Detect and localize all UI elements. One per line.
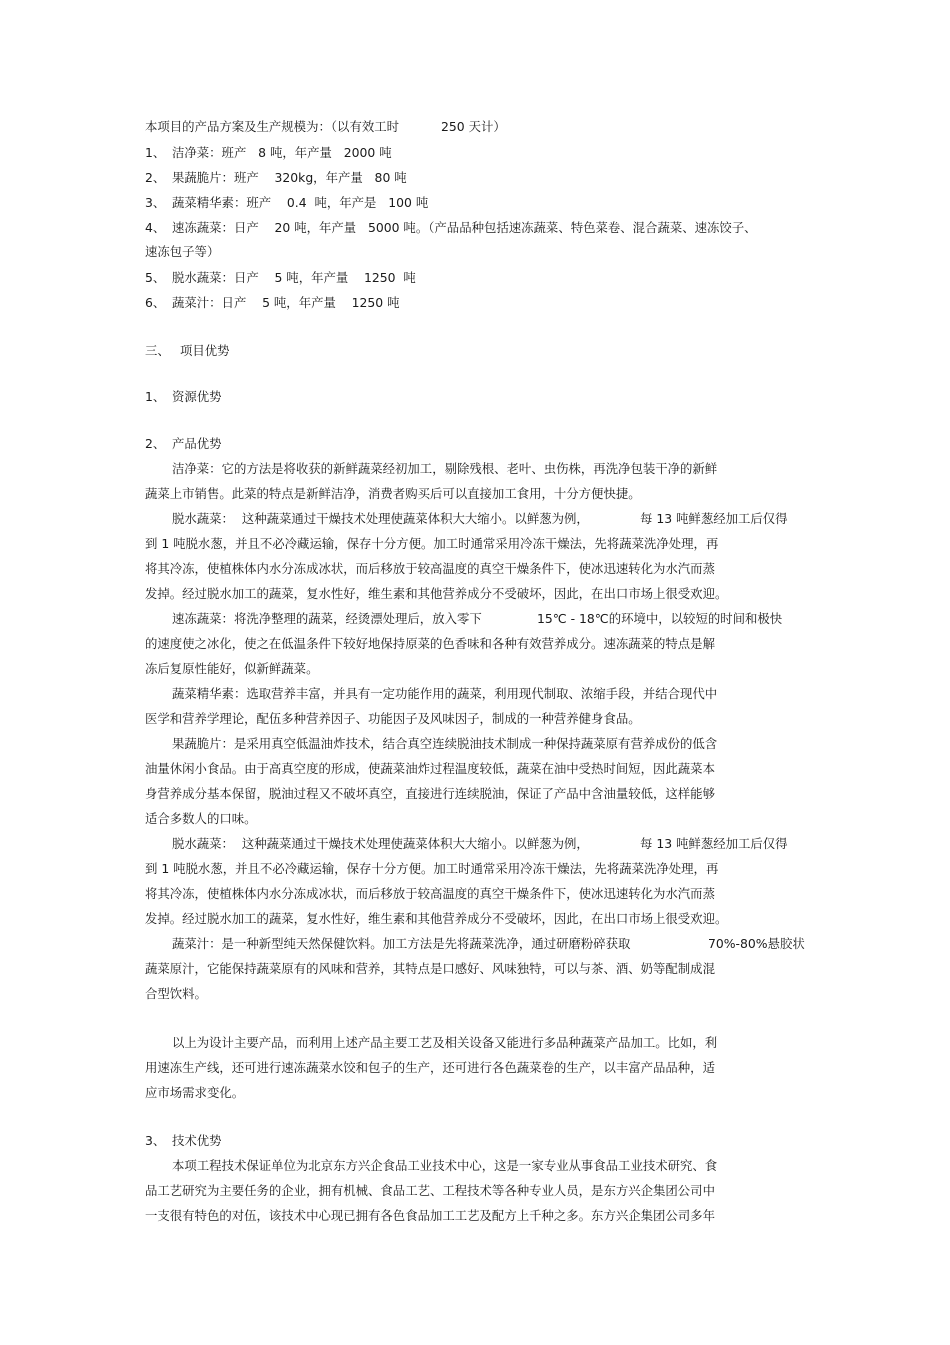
para-line: 蔬菜汁：是一种新型纯天然保健饮料。加工方法是先将蔬菜洗净，通过研磨粉碎获取	[172, 936, 631, 951]
para-line: 蔬菜上市销售。此菜的特点是新鲜洁净，消费者购买后可以直接加工食用，十分方便快捷。	[145, 486, 641, 501]
para-line: 到 1 吨脱水葱，并且不必冷藏运输，保存十分方便。加工时通常采用冷冻干燥法，先将蔬菜洗净处理，再	[145, 861, 719, 876]
intro-text: 本项目的产品方案及生产规模为：（以有效工时	[145, 119, 400, 134]
tech-line: 品工艺研究为主要任务的企业，拥有机械、食品工艺、工程技术等各种专业人员，是东方兴企集团公司中	[145, 1183, 715, 1198]
tech-line: 本项工程技术保证单位为北京东方兴企食品工业技术中心，这是一家专业从事食品工业技术研究、食	[172, 1158, 718, 1173]
advantage-2-number: 2、	[145, 436, 166, 451]
product-5-number: 5、	[145, 270, 166, 285]
product-5-text: 脱水蔬菜：日产 5 吨，年产量 1250 吨	[172, 270, 416, 285]
para-line: 蔬菜原汁，它能保持蔬菜原有的风味和营养，其特点是口感好、风味独特，可以与茶、酒、奶等配制成混	[145, 961, 715, 976]
product-1-number: 1、	[145, 145, 166, 160]
advantage-1-number: 1、	[145, 389, 166, 404]
para-line: 身营养成分基本保留，脱油过程又不破坏真空，直接进行连续脱油，保证了产品中含油量较低，这样能够	[145, 786, 715, 801]
intro-days: 250 天计）	[441, 119, 506, 134]
product-3-text: 蔬菜精华素：班产 0.4 吨，年产是 100 吨	[172, 195, 429, 210]
advantage-3-number: 3、	[145, 1133, 166, 1148]
product-1-text: 洁净菜：班产 8 吨，年产量 2000 吨	[172, 145, 392, 160]
para-line: 适合多数人的口味。	[145, 811, 257, 826]
advantage-2-title: 产品优势	[172, 436, 222, 451]
product-3-number: 3、	[145, 195, 166, 210]
para-line: 洁净菜：它的方法是将收获的新鲜蔬菜经初加工，剔除残根、老叶、虫伤株，再洗净包装干净的新鲜	[172, 461, 718, 476]
para-line-tail: 每 13 吨鲜葱经加工后仅得	[640, 511, 788, 526]
para-line: 速冻蔬菜：将洗净整理的蔬菜，经烫漂处理后，放入零下	[172, 611, 482, 626]
para-line: 发掉。经过脱水加工的蔬菜，复水性好，维生素和其他营养成分不受破坏，因此，在出口市场上很受欢迎。	[145, 586, 728, 601]
para-line: 脱水蔬菜： 这种蔬菜通过干燥技术处理使蔬菜体积大大缩小。以鲜葱为例，	[172, 511, 589, 526]
para-line: 到 1 吨脱水葱，并且不必冷藏运输，保存十分方便。加工时通常采用冷冻干燥法，先将蔬菜洗净处理，再	[145, 536, 719, 551]
advantage-1-title: 资源优势	[172, 389, 222, 404]
para-line: 应市场需求变化。	[145, 1085, 245, 1100]
section-3-title: 项目优势	[180, 343, 230, 358]
para-line-tail: 70%-80%悬胶状	[708, 936, 805, 951]
product-6-number: 6、	[145, 295, 166, 310]
product-4-text: 速冻蔬菜：日产 20 吨，年产量 5000 吨。（产品品种包括速冻蔬菜、特色菜卷、混合蔬菜、速冻饺子、	[172, 220, 757, 235]
para-line: 冻后复原性能好，似新鲜蔬菜。	[145, 661, 319, 676]
product-6-text: 蔬菜汁：日产 5 吨，年产量 1250 吨	[172, 295, 400, 310]
product-2-number: 2、	[145, 170, 166, 185]
tech-line: 一支很有特色的对伍，该技术中心现已拥有各色食品加工工艺及配方上千种之多。东方兴企集团公司多年	[145, 1208, 715, 1223]
para-line: 合型饮料。	[145, 986, 207, 1001]
para-line-tail: 每 13 吨鲜葱经加工后仅得	[640, 836, 788, 851]
intro-line	[145, 119, 506, 135]
para-line: 的速度使之冰化，使之在低温条件下较好地保持原菜的色香味和各种有效营养成分。速冻蔬菜的特点是解	[145, 636, 715, 651]
para-line: 以上为设计主要产品，而利用上述产品主要工艺及相关设备又能进行多品种蔬菜产品加工。比如，利	[172, 1035, 718, 1050]
para-line: 发掉。经过脱水加工的蔬菜，复水性好，维生素和其他营养成分不受破坏，因此，在出口市场上很受欢迎。	[145, 911, 728, 926]
product-2-text: 果蔬脆片：班产 320kg，年产量 80 吨	[172, 170, 407, 185]
para-line: 将其冷冻，使植株体内水分冻成冰状，而后移放于较高温度的真空干燥条件下，使冰迅速转化为水汽而蒸	[145, 561, 715, 576]
para-line: 油量休闲小食品。由于高真空度的形成，使蔬菜油炸过程温度较低，蔬菜在油中受热时间短，因此蔬菜本	[145, 761, 715, 776]
para-line: 医学和营养学理论，配伍多种营养因子、功能因子及风味因子，制成的一种营养健身食品。	[145, 711, 641, 726]
para-line: 果蔬脆片：是采用真空低温油炸技术，结合真空连续脱油技术制成一种保持蔬菜原有营养成份的低含	[172, 736, 718, 751]
para-line-tail: 15℃ - 18℃的环境中，以较短的时间和极快	[537, 611, 783, 626]
product-4-number: 4、	[145, 220, 166, 235]
advantage-3-title: 技术优势	[172, 1133, 222, 1148]
para-line: 将其冷冻，使植株体内水分冻成冰状，而后移放于较高温度的真空干燥条件下，使冰迅速转化为水汽而蒸	[145, 886, 715, 901]
para-line: 脱水蔬菜： 这种蔬菜通过干燥技术处理使蔬菜体积大大缩小。以鲜葱为例，	[172, 836, 589, 851]
product-4-continuation: 速冻包子等）	[145, 244, 220, 259]
para-line: 用速冻生产线，还可进行速冻蔬菜水饺和包子的生产，还可进行各色蔬菜卷的生产，以丰富产品品种，适	[145, 1060, 715, 1075]
section-3-number: 三、	[145, 343, 170, 358]
para-line: 蔬菜精华素：选取营养丰富，并具有一定功能作用的蔬菜，利用现代制取、浓缩手段，并结合现代中	[172, 686, 718, 701]
